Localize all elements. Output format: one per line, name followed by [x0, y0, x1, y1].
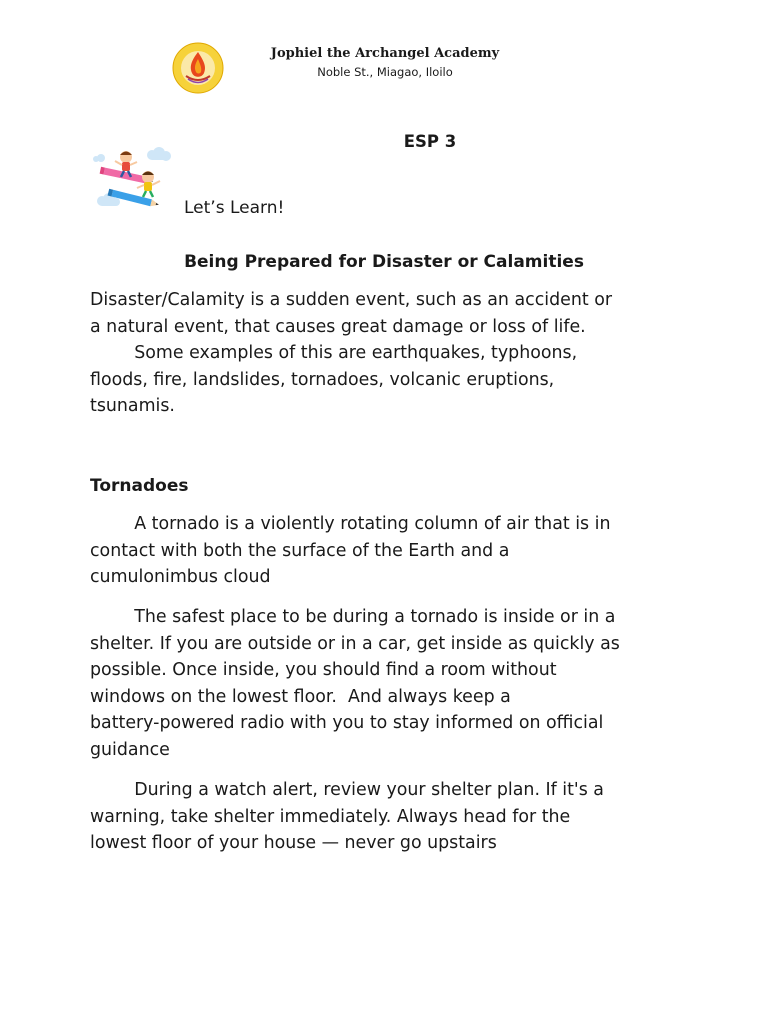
tornado-safety-paragraph — [90, 604, 690, 763]
school-name: Jophiel the Archangel Academy — [270, 46, 500, 61]
text-line: shelter. If you are outside or in a car, get inside as quickly as — [90, 633, 620, 654]
text-line: a natural event, that causes great damage or loss of life. — [90, 316, 586, 337]
section-heading-tornadoes: Tornadoes — [90, 476, 189, 496]
lesson-title: Being Prepared for Disaster or Calamities — [184, 252, 584, 272]
text-line: contact with both the surface of the Earth and a — [90, 540, 510, 561]
text-line: warning, take shelter immediately. Always head for the — [90, 806, 571, 827]
text-line: The safest place to be during a tornado is inside or in a — [90, 607, 616, 627]
text-line: cumulonimbus cloud — [90, 567, 271, 587]
school-address: Noble St., Miagao, Iloilo — [317, 65, 453, 79]
text-line: Disaster/Calamity is a sudden event, such as an accident or — [90, 290, 612, 310]
kids-on-pencils-illustration — [90, 143, 174, 219]
text-line: windows on the lowest floor. And always keep a — [90, 686, 511, 707]
intro-paragraph — [90, 287, 690, 420]
text-line: During a watch alert, review your shelter plan. If it's a — [90, 780, 604, 800]
tornado-alert-paragraph — [90, 777, 690, 857]
text-line: A tornado is a violently rotating column of air that is in — [90, 514, 611, 534]
tornado-definition-paragraph — [90, 511, 690, 591]
text-line: guidance — [90, 739, 170, 760]
school-seal-logo-icon — [172, 42, 224, 94]
lets-learn-label: Let’s Learn! — [184, 198, 285, 218]
text-line: floods, fire, landslides, tornadoes, volcanic eruptions, — [90, 369, 555, 390]
text-line: tsunamis. — [90, 396, 175, 416]
text-line: lowest floor of your house — never go upstairs — [90, 833, 497, 853]
text-line: battery-powered radio with you to stay informed on official — [90, 713, 604, 733]
subject-title: ESP 3 — [403, 132, 457, 151]
text-line: Some examples of this are earthquakes, typhoons, — [90, 343, 578, 363]
text-line: possible. Once inside, you should find a room without — [90, 660, 557, 680]
